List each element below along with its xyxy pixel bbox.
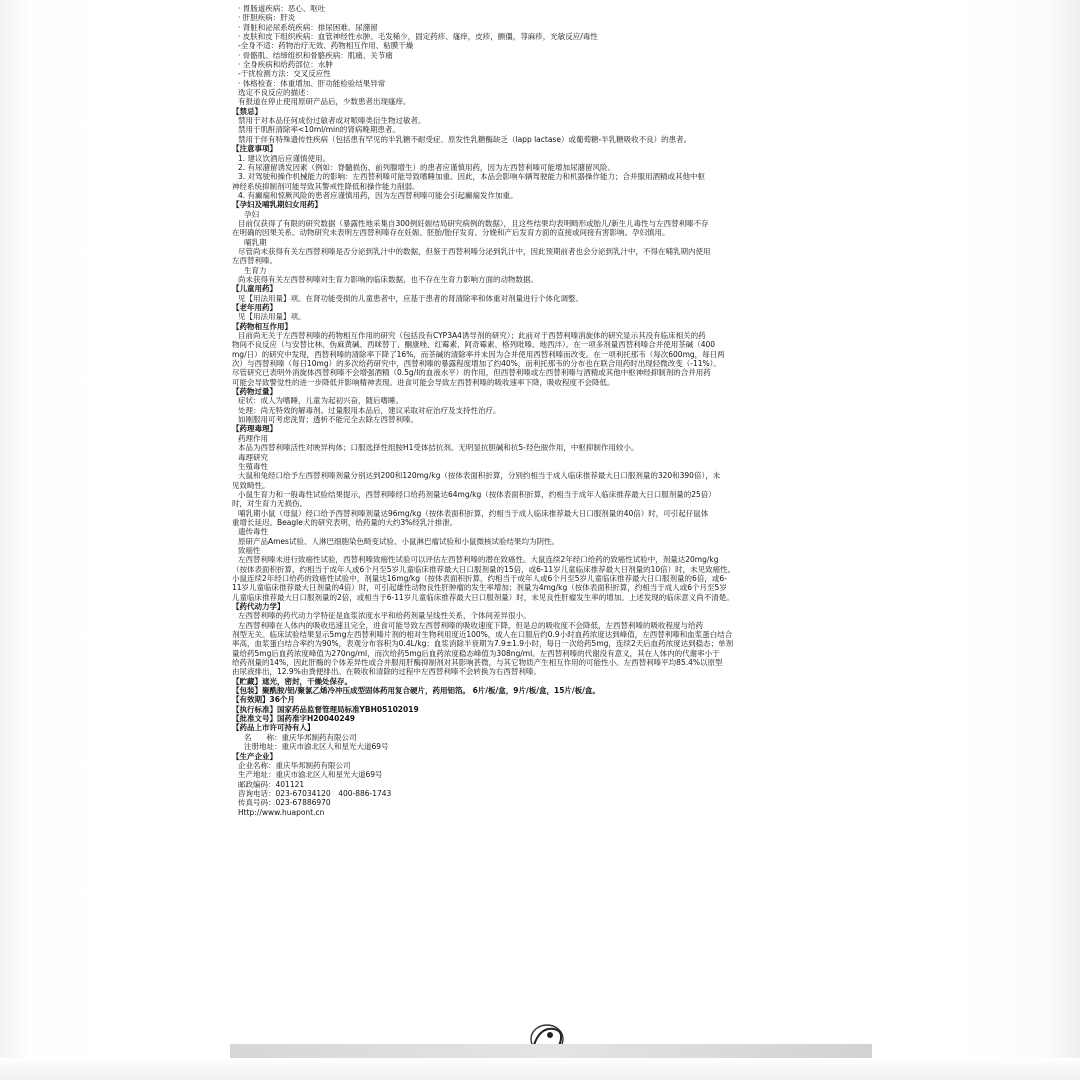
section-heading: 【批准文号】国药准字H20040249 [232,714,356,724]
text-line: 如刚服用可考虑洗胃；透析不能完全去除左西替利嗪。 [238,415,418,425]
text-line: · 胃肠道疾病：恶心、呕吐 [238,4,326,13]
section-heading: 【执行标准】国家药品监督管理局标准YBH05102019 [232,704,419,714]
text-line: 2. 有尿潴留诱发因素（例如：脊髓损伤、前列腺增生）的患者应谨慎用药，因为左西替利嗪可能增加尿潴留风险。 [238,162,616,172]
text-line: 重增长延迟。Beagle犬的研究表明，给药量的大约3%经乳汁排泄。 [232,517,458,527]
text-line: 在明确的因果关系。动物研究未表明左西替利嗪存在妊娠、胚胎/胎仔发育、分娩和产后发育方面的直接或间接有害影响。孕妇慎用。 [232,228,670,238]
text-line: 神经系统抑制剂可能导致其警戒性降低和操作能力削弱。 [232,181,420,191]
text-line: 尽管尚未获得有关左西替利嗪是否分泌到乳汁中的数据，但鉴于西替利嗪分泌到乳汁中，因此预期前者也会分泌到乳汁中，不得在哺乳期内使用 [238,246,711,256]
text-line: 注册地址：重庆市渝北区人和星光大道69号 [244,742,389,752]
section-heading: 【药物相互作用】 [232,321,292,331]
text-line: 小鼠连续2年经口给药的致癌性试验中，剂量达16mg/kg（按体表面积折算，约相当于成年人或6个月至5岁儿童临床推荐最大日口服剂量的6倍，或6- [232,573,727,583]
text-line: 邮政编码：401121 [238,779,305,789]
text-line: （按体表面积折算，约相当于成年人或6个月至5岁儿童临床推荐最大日口服剂量的15倍，或6-11岁儿童临床推荐最大日剂量的10倍）时，未见致癌性。 [232,564,736,574]
text-line: Http://www.huapont.cn [238,807,325,817]
text-line: -干扰检测方法：交叉反应性 [238,69,331,79]
scan-edge [0,1058,1080,1080]
text-line: 1. 建议饮酒后应谨慎使用。 [238,153,331,163]
text-line: 目前尚无关于左西替利嗪的药物相互作用的研究（包括没有CYP3A4诱导剂的研究）；此前对于西替利嗪消旋体的研究显示其没有临床相关的药 [238,331,706,341]
text-line: 时，对生育力无损伤。 [232,499,307,509]
text-line: 症状：成人为嗜睡，儿童为起初兴奋，随后嗜睡。 [238,396,403,406]
text-line: 率高，血浆蛋白结合率约为90%，表观分布容积为0.4L/kg；血浆消除半衰期为7.9±1.9小时，每日一次给药5mg，连续2天后血药浓度达到稳态；单剂 [232,639,734,649]
text-line: 3. 对驾驶和操作机械能力的影响：左西替利嗪可能导致嗜睡加重。因此，本品会影响车辆驾驶能力和机器操作能力；合并服用酒精或其他中枢 [238,172,706,182]
text-line: 左西替利嗪未进行致癌性试验，西替利嗪致癌性试验可以评估左西替利嗪的潜在致癌性。大鼠连续2年经口给药的致癌性试验中，剂量达20mg/kg [238,555,719,565]
section-heading: 【老年用药】 [232,303,277,312]
text-line: · 肝胆疾病：肝炎 [238,13,296,23]
text-line: 传真号码：023-67886970 [238,798,331,808]
text-line: · 体格检查：体重增加、肝功能检验结果异常 [238,78,386,88]
section-heading: 【药品上市许可持有人】 [232,723,315,733]
text-line: 原研产品Ames试验、人淋巴细胞染色畸变试验、小鼠淋巴瘤试验和小鼠微核试验结果均为阴性。 [238,536,559,546]
text-line: 左西替利嗪在人体内的吸收迅速且完全，进食可能导致左西替利嗪的吸收速度下降，但是总的吸收度不会降低，左西替利嗪的吸收程度与给药 [238,620,703,630]
text-line: 咨询电话：023-67034120 400-886-1743 [238,788,392,798]
text-line: 毒理研究 [238,452,268,462]
text-line: · 皮肤和皮下组织疾病：血管神经性水肿、毛发稀少，固定药疹、瘙痒，皮疹，颤僵，荨麻疹，光敏反应/毒性 [238,32,598,42]
text-line: 物间不良反应（与安替比林、伪麻黄碱、西咪替丁、酮康唑、红霉素、阿奇霉素、格列吡嗪、地西泮）。在一项多剂量西替利嗪合并使用茶碱（400 [232,340,716,350]
text-line: 量给药5mg后血药浓度峰值为270ng/ml，而次给药5mg后血药浓度稳态峰值为308ng/ml。左西替利嗪的代谢没有意义，其在人体内的代谢率小于 [232,648,720,658]
section-heading: 【贮藏】遮光，密封，干燥处保存。 [232,676,352,686]
text-line: 哺乳期小鼠（母鼠）经口给予西替利嗪剂量达96mg/kg（按体表面积折算，约相当于成人临床推荐最大日口服剂量的40倍）时，可引起仔鼠体 [238,508,709,518]
text-line: 企业名称：重庆华邦制药有限公司 [238,760,351,770]
text-line: 次）与西替利嗪（每日10mg）的多次给药研究中，西替利嗪的暴露程度增加了约40%，而利托那韦的分布也在联合用药时出现轻微改变（-11%）。 [232,359,721,369]
text-line: 尚未获得有关左西替利嗪对生育力影响的临床数据，也不存在生育力影响方面的动物数据。 [238,274,538,284]
text-line: 左西替利嗪的药代动力学特征是血浆浓度水平和给药剂量呈线性关系，个体间差异很小。 [238,611,531,621]
text-line: 11岁儿童临床推荐最大日剂量的4倍）时，可引起雄性动物良性肝肿瘤的发生率增加；剂量为4mg/kg（按体表面积折算，约相当于成人或6个月至5岁 [232,583,727,593]
text-line: · 骨骼肌、结缔组织和骨骼疾病：肌痛、关节痛 [238,50,393,60]
text-line: 小鼠生育力和一般毒性试验结果提示，西替利嗪经口给药剂量达64mg/kg（按体表面积折算，约相当于成年人临床推荐最大日口服剂量的25倍） [238,489,716,499]
text-line: 左西替利嗪。 [232,256,277,266]
section-heading: 【包装】聚酰胺/铝/聚氯乙烯冷冲压成型固体药用复合硬片，药用铝箔。 6片/板/盒，9片/板/盒，15片/板/盒。 [232,686,600,696]
section-heading: 【药理毒理】 [232,424,277,434]
text-line: 禁用于伴有特殊遗传性疾病（包括患有罕见的半乳糖不耐受症、原发性乳糖酶缺乏（lapp lactase）或葡萄糖-半乳糖吸收不良）的患者。 [238,134,692,144]
text-line: 见【用法用量】项。 [238,312,306,322]
section-heading: 【注意事项】 [232,144,277,154]
text-line: 药理作用 [238,433,268,443]
text-line: 孕妇 [244,209,259,219]
text-line: · 肾脏和泌尿系统疾病：排尿困难、尿潴留 [238,22,378,32]
section-heading: 【药代动力学】 [232,602,285,611]
text-line: 哺乳期 [244,237,267,247]
text-line: 给药剂量的14%，因此肝酶的个体差异性或合并服用肝酶抑制剂对其影响甚微，与其它物质产生相互作用的可能性小。左西替利嗪平均85.4%以原型 [232,658,723,668]
text-line: 大鼠和兔经口给予左西替利嗪剂量分别达到200和120mg/kg（按体表面积折算，分别约相当于成人临床推荐最大日口服剂量的320和390倍），未 [238,471,721,481]
text-line: 生殖毒性 [238,461,268,471]
text-line: 生产地址：重庆市渝北区人和星光大道69号 [238,770,383,780]
text-line: 生育力 [244,265,267,275]
text-line: 禁用于肌酐清除率<10ml/min的肾病晚期患者。 [238,125,400,135]
text-line: mg/日）的研究中发现，西替利嗪的清除率下降了16%，而茶碱的清除率并未因为合并使用西替利嗪而改变。在一项利托那韦（每次600mg，每日两 [232,349,725,359]
text-line: -全身不适：药物治疗无效、药物相互作用、粘膜干燥 [238,41,414,51]
text-line: 剂型无关。临床试验结果显示5mg左西替利嗪片剂的相对生物利用度近100%，成人在口服后约0.9小时血药浓度达到峰值，左西替利嗪和血浆蛋白结合 [232,630,733,640]
text-line: 致癌性 [238,545,261,555]
leaflet-text [232,4,882,817]
text-line: 名 称：重庆华邦制药有限公司 [244,732,357,742]
text-line: 本品为西替利嗪活性对映异构体；口服选择性组胺H1受体拮抗剂。无明显抗胆碱和抗5-羟色胺作用，中枢抑制作用较小。 [238,443,639,453]
text-line: 禁用于对本品任何成份过敏者或对哌嗪类衍生物过敏者。 [238,116,426,126]
text-line: 尽管研究已表明外消旋体西替利嗪不会增强酒精（0.5g/l的血液水平）的作用，但西替利嗪或左西替利嗪与酒精或其他中枢神经抑制剂的合并用药 [232,368,711,378]
text-line: 可能会导致警觉性的进一步降低并影响精神表现。进食可能会导致左西替利嗪的吸收速率下降，吸收程度不会降低。 [232,377,615,387]
text-line: 目前仅获得了有限的研究数据（暴露性地采集自300例妊娠结局研究病例的数据），且这些结果均表明畸形或胎儿/新生儿毒性与左西替利嗪不存 [238,218,709,228]
text-line: 儿童临床推荐最大日口服剂量的2倍，或相当于6-11岁儿童临床推荐最大日口服剂量）时，未见良性肝瘤发生率的增加。上述发现的临床意义尚不清楚。 [232,592,734,602]
text-line: 选定不良反应的描述： [238,88,313,98]
text-line: · 全身疾病和给药部位：水肿 [238,60,333,70]
section-heading: 【孕妇及哺乳期妇女用药】 [232,200,322,210]
text-line: 4. 有癫痫和惊厥风险的患者应谨慎用药，因为左西替利嗪可能会引起癫痫发作加重。 [238,190,518,200]
text-line: 由尿液排出，12.9%由粪便排出。在吸收和清除的过程中左西替利嗪不会转换为右西替利嗪。 [232,667,541,677]
section-heading: 【儿童用药】 [232,284,277,294]
section-heading: 【有效期】36个月 [232,695,295,705]
text-line: 处理：尚无特效的解毒剂。过量服用本品后，建议采取对症治疗及支持性治疗。 [238,405,501,415]
section-heading: 【禁忌】 [232,106,262,116]
text-line: 见致畸性。 [232,480,270,490]
section-heading: 【生产企业】 [232,751,277,761]
text-line: 遗传毒性 [238,527,268,537]
text-line: 见【用法用量】项。在肾功能受损的儿童患者中，应基于患者的肾清除率和体重对剂量进行个体化调整。 [238,293,583,303]
text-line: 有报道在停止使用原研产品后，少数患者出现瘙痒。 [238,97,411,107]
section-heading: 【药物过量】 [232,387,277,397]
